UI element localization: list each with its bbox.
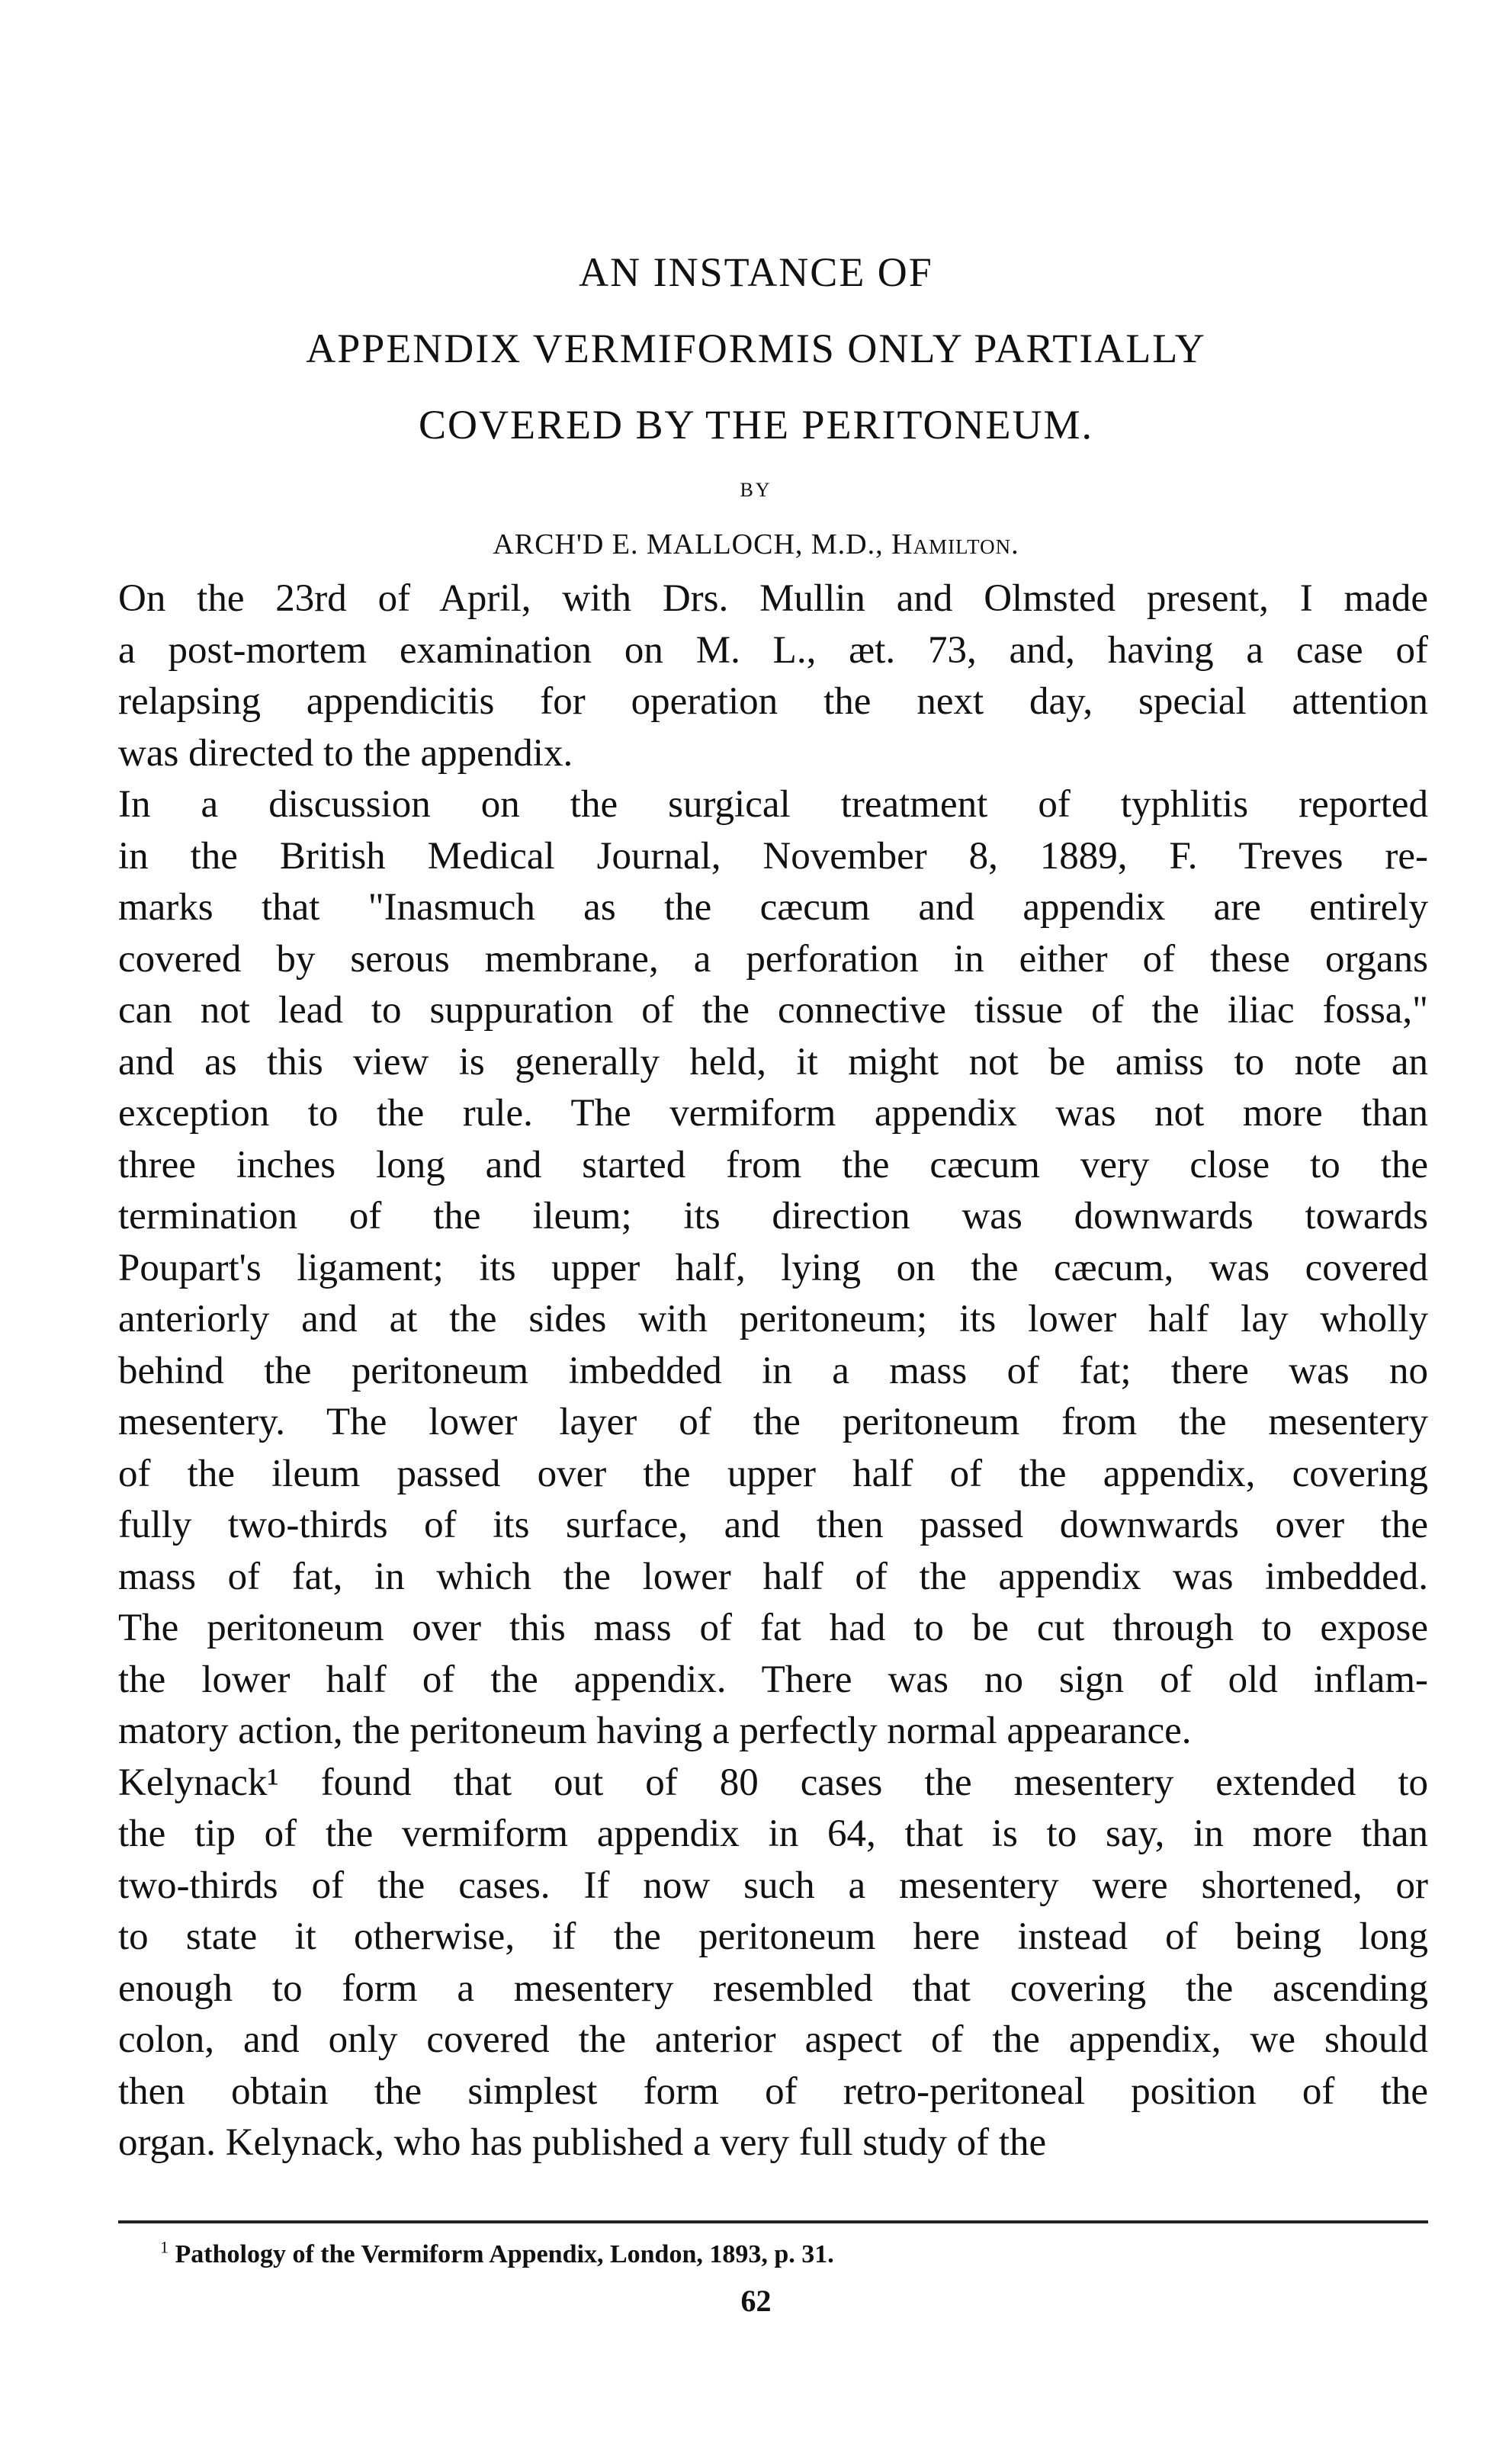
body-line: mesentery. The lower layer of the peritoneum from the mesentery — [118, 1401, 1428, 1443]
body-line: in the British Medical Journal, November 8, 1889, F. Treves re- — [118, 834, 1428, 878]
footnote — [160, 2237, 834, 2269]
body-line: Kelynack¹ found that out of 80 cases the mesentery extended to — [118, 1761, 1428, 1804]
body-line: The peritoneum over this mass of fat had to be cut through to expose — [118, 1607, 1428, 1649]
body-line: was directed to the appendix. — [118, 731, 573, 775]
body-line: a post-mortem examination on M. L., æt. 73, and, having a case of — [118, 628, 1428, 672]
page-number: 62 — [740, 2284, 772, 2318]
body-line: relapsing appendicitis for operation the next day, special attention — [118, 680, 1428, 723]
body-line: three inches long and started from the cæcum very close to the — [118, 1143, 1428, 1186]
body-line: exception to the rule. The vermiform appendix was not more than — [118, 1092, 1428, 1135]
body-line: matory action, the peritoneum having a perfectly normal appearance. — [118, 1710, 1192, 1752]
body-line: two-thirds of the cases. If now such a mesentery were shortened, or — [118, 1864, 1428, 1907]
body-text — [118, 573, 1428, 2169]
body-line: fully two-thirds of its surface, and then passed downwards over the — [118, 1504, 1428, 1546]
body-line: On the 23rd of April, with Drs. Mullin and Olmsted present, I made — [118, 577, 1428, 620]
body-line: of the ileum passed over the upper half of the appendix, covering — [118, 1452, 1428, 1495]
title-line-3: COVERED BY THE PERITONEUM. — [418, 402, 1094, 448]
body-line: to state it otherwise, if the peritoneum here instead of being long — [118, 1915, 1428, 1958]
body-line: organ. Kelynack, who has published a very full study of the — [118, 2121, 1047, 2164]
body-line: anteriorly and at the sides with peritoneum; its lower half lay wholly — [118, 1298, 1428, 1340]
body-line: then obtain the simplest form of retro-peritoneal position of the — [118, 2069, 1428, 2113]
body-line: covered by serous membrane, a perforation in either of these organs — [118, 937, 1428, 981]
body-line: enough to form a mesentery resembled that covering the ascending — [118, 1966, 1428, 2010]
footnote-rule — [118, 2220, 1428, 2223]
body-line: termination of the ileum; its direction was downwards towards — [118, 1195, 1428, 1238]
author: ARCH'D E. MALLOCH, M.D., Hamilton. — [493, 528, 1019, 560]
body-line: behind the peritoneum imbedded in a mass of fat; there was no — [118, 1349, 1428, 1392]
body-line: can not lead to suppuration of the connective tissue of the iliac fossa," — [118, 989, 1428, 1032]
body-line: In a discussion on the surgical treatment of typhlitis reported — [118, 783, 1428, 826]
body-line: marks that "Inasmuch as the cæcum and appendix are entirely — [118, 886, 1428, 929]
body-line: Poupart's ligament; its upper half, lying on the cæcum, was covered — [118, 1246, 1428, 1289]
body-line: colon, and only covered the anterior aspect of the appendix, we should — [118, 2018, 1428, 2061]
body-line: the tip of the vermiform appendix in 64, that is to say, in more than — [118, 1812, 1428, 1855]
body-line: mass of fat, in which the lower half of the appendix was imbedded. — [118, 1555, 1428, 1598]
footnote-text: Pathology of the Vermiform Appendix, London, 1893, p. 31. — [175, 2240, 834, 2268]
title-line-2: APPENDIX VERMIFORMIS ONLY PARTIALLY — [306, 326, 1206, 371]
title-line-1: AN INSTANCE OF — [579, 249, 933, 295]
footnote-marker: 1 — [160, 2237, 169, 2257]
byline: BY — [740, 479, 772, 501]
body-line: the lower half of the appendix. There was no sign of old inflam- — [118, 1658, 1428, 1701]
body-line: and as this view is generally held, it might not be amiss to note an — [118, 1040, 1428, 1084]
